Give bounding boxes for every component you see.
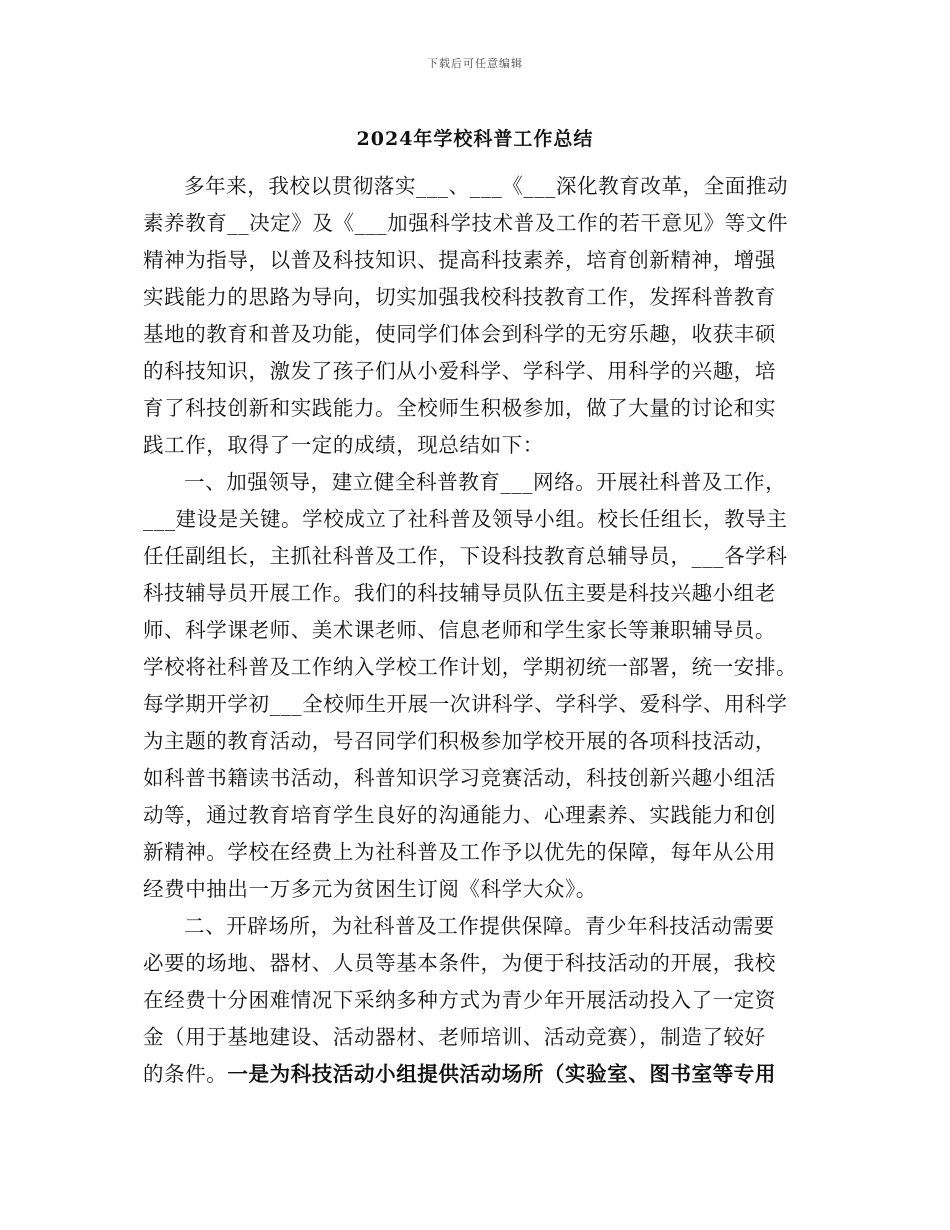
plain-text: 的条件。	[143, 1062, 228, 1086]
bold-text: 一是为科技活动小组提供活动场所（实验室、图书室等专用	[227, 1062, 777, 1086]
header-note: 下载后可任意编辑	[427, 57, 523, 70]
paragraph-line: 动等，通过教育培育学生良好的沟通能力、心理素养、实践能力和创	[143, 803, 776, 827]
paragraph-line: 践工作，取得了一定的成绩，现总结如下：	[143, 433, 544, 457]
paragraph-line: 任任副组长，主抓社科普及工作，下设科技教育总辅导员，___各学科	[143, 544, 788, 568]
paragraph-line: 多年来，我校以贯彻落实___、___《___深化教育改革，全面推动	[184, 174, 789, 198]
paragraph-line: 科技辅导员开展工作。我们的科技辅导员队伍主要是科技兴趣小组老	[143, 581, 776, 605]
paragraph-line: 经费中抽出一万多元为贫困生订阅《科学大众》。	[143, 877, 597, 901]
paragraph-line: 的科技知识，激发了孩子们从小爱科学、学科学、用科学的兴趣，培	[143, 359, 776, 383]
paragraph-line: 学校将社科普及工作纳入学校工作计划，学期初统一部署，统一安排。	[143, 655, 798, 679]
paragraph-line: 实践能力的思路为导向，切实加强我校科技教育工作，发挥科普教育	[143, 285, 776, 309]
paragraph-line: ___建设是关键。学校成立了社科普及领导小组。校长任组长，教导主	[143, 507, 788, 531]
paragraph-line: 新精神。学校在经费上为社科普及工作予以优先的保障，每年从公用	[143, 840, 776, 864]
paragraph-line: 基地的教育和普及功能，使同学们体会到科学的无穷乐趣，收获丰硕	[143, 322, 776, 346]
paragraph-line: 如科普书籍读书活动，科普知识学习竞赛活动，科技创新兴趣小组活	[143, 766, 776, 790]
paragraph-line: 育了科技创新和实践能力。全校师生积极参加，做了大量的讨论和实	[143, 396, 776, 420]
paragraph-line: 金（用于基地建设、活动器材、老师培训、活动竞赛），制造了较好	[143, 1025, 766, 1049]
paragraph-line: 二、开辟场所，为社科普及工作提供保障。青少年科技活动需要	[184, 914, 775, 938]
document-title: 2024年学校科普工作总结	[356, 128, 594, 150]
paragraph-line: 素养教育__决定》及《___加强科学技术普及工作的若干意见》等文件	[143, 211, 789, 235]
paragraph-line: 必要的场地、器材、人员等基本条件，为便于科技活动的开展，我校	[143, 951, 776, 975]
paragraph-line: 一、加强领导，建立健全科普教育___网络。开展社科普及工作，	[184, 470, 787, 494]
paragraph-line: 为主题的教育活动，号召同学们积极参加学校开展的各项科技活动，	[143, 729, 776, 753]
paragraph-line: 精神为指导，以普及科技知识、提高科技素养，培育创新精神，增强	[143, 248, 776, 272]
paragraph-line: 每学期开学初___全校师生开展一次讲科学、学科学、爱科学、用科学	[143, 692, 788, 716]
paragraph-line-mixed	[143, 1056, 813, 1093]
document-body	[143, 168, 813, 1093]
paragraph-line: 在经费十分困难情况下采纳多种方式为青少年开展活动投入了一定资	[143, 988, 776, 1012]
paragraph-line: 师、科学课老师、美术课老师、信息老师和学生家长等兼职辅导员。	[143, 618, 776, 642]
